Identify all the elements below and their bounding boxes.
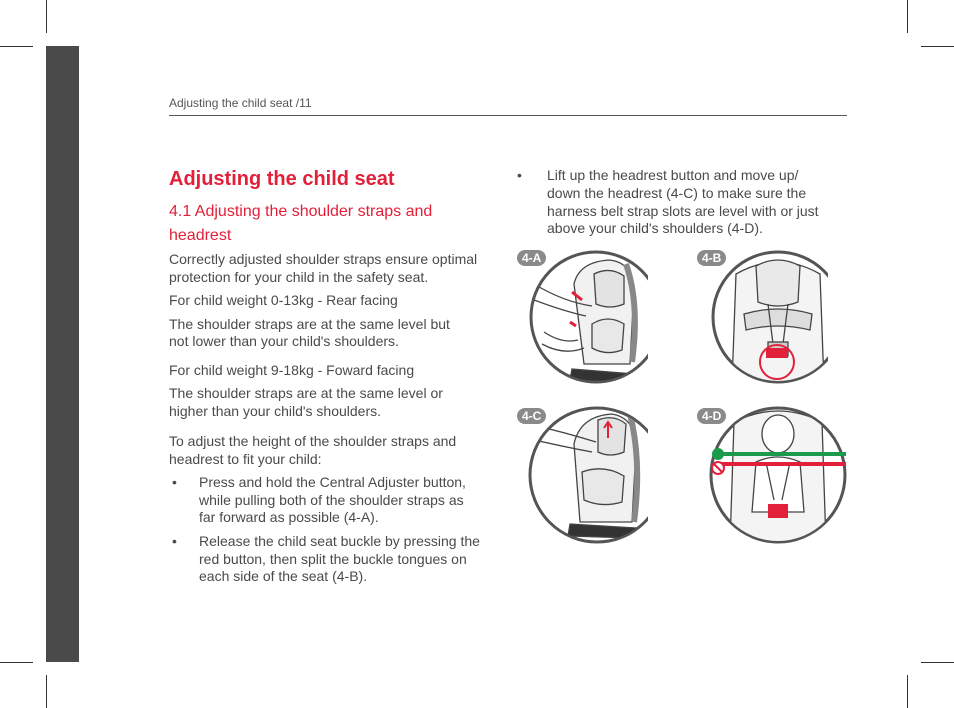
rear-facing-line: not lower than your child's shoulders. <box>169 333 399 349</box>
bullet-marker: • <box>172 474 177 490</box>
bullet-line: far forward as possible (4-A). <box>199 509 379 525</box>
intro-line: protection for your child in the safety seat. <box>169 269 429 285</box>
rear-facing-heading: For child weight 0-13kg - Rear facing <box>169 292 398 308</box>
intro-line: Correctly adjusted shoulder straps ensure optimal <box>169 251 478 267</box>
figure-4c-label: 4-C <box>517 408 546 424</box>
bullet-marker: • <box>172 533 177 549</box>
bullet-line: above your child's shoulders (4-D). <box>547 220 763 236</box>
header-rule <box>169 115 847 116</box>
crop-mark <box>921 46 954 47</box>
crop-mark <box>46 675 47 708</box>
crop-mark <box>0 662 33 663</box>
bullet-marker: • <box>517 167 522 183</box>
page-edge-tab <box>46 46 79 662</box>
crop-mark <box>921 662 954 663</box>
forward-facing-line: The shoulder straps are at the same level or <box>169 385 443 401</box>
crop-mark <box>46 0 47 33</box>
bullet-line: Lift up the headrest button and move up/ <box>547 167 799 183</box>
figure-4d-label: 4-D <box>697 408 726 424</box>
adjust-intro-line: headrest to fit your child: <box>169 451 322 467</box>
bullet-line: while pulling both of the shoulder straps as <box>199 492 464 508</box>
forward-facing-line: higher than your child's shoulders. <box>169 403 382 419</box>
running-header: Adjusting the child seat /11 <box>169 96 312 110</box>
crop-mark <box>0 46 33 47</box>
adjust-intro-line: To adjust the height of the shoulder straps and <box>169 433 457 449</box>
bullet-line: each side of the seat (4-B). <box>199 568 368 584</box>
section-subtitle: 4.1 Adjusting the shoulder straps and headrest <box>169 203 433 244</box>
bullet-line: Release the child seat buckle by pressing the <box>199 533 480 549</box>
bullet-line: harness belt strap slots are level with or just <box>547 203 819 219</box>
rear-facing-line: The shoulder straps are at the same level but <box>169 316 450 332</box>
crop-mark <box>907 0 908 33</box>
forward-facing-heading: For child weight 9-18kg - Foward facing <box>169 362 415 378</box>
bullet-line: red button, then split the buckle tongues on <box>199 551 467 567</box>
figure-4a-label: 4-A <box>517 250 546 266</box>
figure-4b-label: 4-B <box>697 250 726 266</box>
bullet-line: Press and hold the Central Adjuster button, <box>199 474 466 490</box>
section-title: Adjusting the child seat <box>169 168 395 190</box>
bullet-line: down the headrest (4-C) to make sure the <box>547 185 807 201</box>
crop-mark <box>907 675 908 708</box>
